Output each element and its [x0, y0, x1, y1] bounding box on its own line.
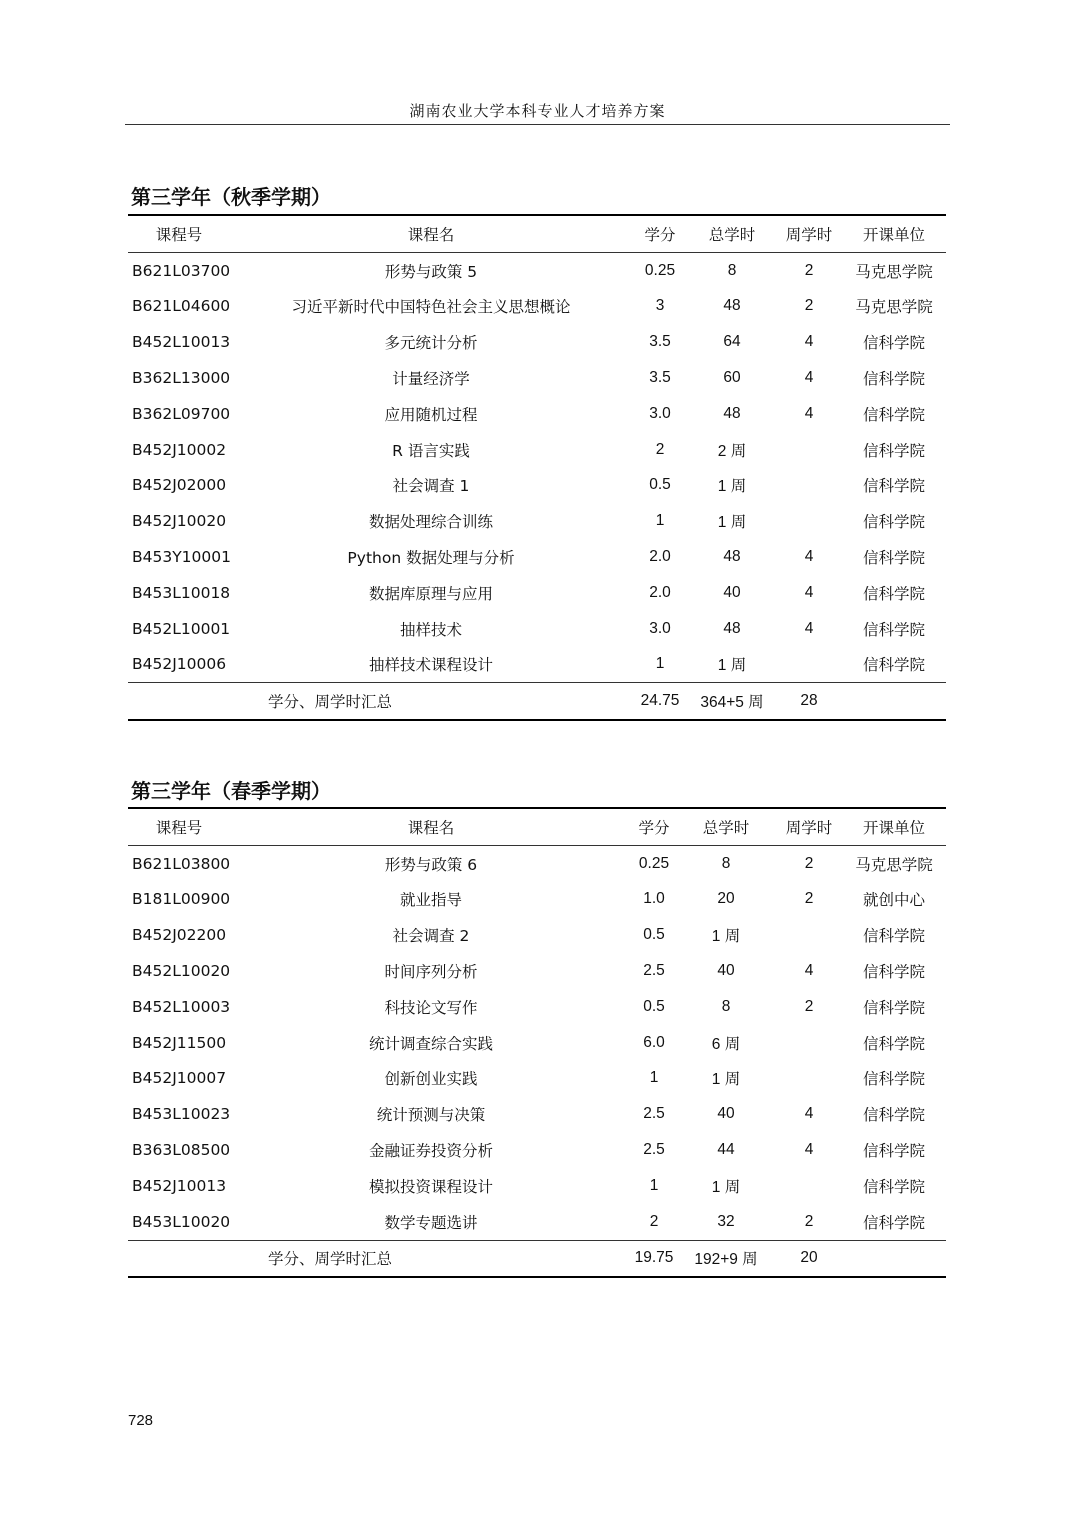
course-name: 习近平新时代中国特色社会主义思想概论: [291, 298, 571, 317]
course-weekly-hours: [776, 1025, 842, 1061]
course-total-hours: 64: [723, 333, 741, 351]
course-name: 社会调查 1: [392, 477, 470, 496]
course-credits: 0.5: [643, 997, 665, 1015]
course-code: B452L10013: [132, 333, 231, 352]
table-row: [128, 647, 946, 683]
table-row: [128, 468, 946, 504]
table-row: [128, 539, 946, 575]
course-credits: 1: [649, 1176, 659, 1194]
course-name: 多元统计分析: [384, 334, 478, 353]
course-code: B621L03800: [132, 854, 231, 873]
table-row: [128, 882, 946, 918]
course-credits: 6.0: [643, 1033, 665, 1051]
course-weekly-hours: [776, 1168, 842, 1204]
course-credits: 2.5: [643, 1141, 665, 1159]
course-department: 信科学院: [862, 477, 925, 496]
course-name: 抽样技术课程设计: [368, 656, 493, 675]
course-department: 信科学院: [862, 927, 925, 946]
course-name: 模拟投资课程设计: [368, 1177, 493, 1196]
course-department: 信科学院: [862, 370, 925, 389]
course-department: 就创中心: [862, 891, 925, 910]
course-name: 创新创业实践: [384, 1070, 478, 1089]
course-credits: 0.25: [638, 854, 670, 872]
table-row: [128, 953, 946, 989]
course-credits: 1.0: [643, 890, 665, 908]
course-name: 数据处理综合训练: [368, 513, 493, 532]
course-total-hours: 44: [717, 1141, 735, 1159]
course-weekly-hours: 4: [804, 333, 814, 351]
course-total-hours: 48: [723, 404, 741, 422]
course-department: 信科学院: [862, 334, 925, 353]
course-code: B181L00900: [132, 890, 231, 909]
course-department: 信科学院: [862, 584, 925, 603]
spring-total-row: [128, 1240, 946, 1277]
course-name: 计量经济学: [392, 370, 470, 389]
course-weekly-hours: 2: [804, 1212, 814, 1230]
course-total-hours: 1 周: [711, 1178, 741, 1196]
course-total-hours: 1 周: [717, 478, 747, 496]
table-row: [128, 1096, 946, 1132]
spring-course-table: [128, 807, 946, 1278]
course-credits: 0.5: [643, 926, 665, 944]
course-code: B452L10001: [132, 619, 231, 638]
course-name: 社会调查 2: [392, 927, 470, 946]
course-credits: 2.0: [649, 583, 671, 601]
course-total-hours: 40: [717, 1105, 735, 1123]
course-code: B452J10006: [132, 655, 227, 674]
column-header-weekly-hours: 周学时: [776, 808, 842, 845]
course-department: 信科学院: [862, 405, 925, 424]
course-department: 马克思学院: [855, 855, 933, 874]
course-department: 信科学院: [862, 1177, 925, 1196]
course-total-hours: 32: [717, 1212, 735, 1230]
course-weekly-hours: [776, 503, 842, 539]
spring-rows: [128, 845, 946, 1240]
course-name: 统计预测与决策: [376, 1106, 486, 1125]
course-code: B621L03700: [132, 261, 231, 280]
column-header-total-hours: 总学时: [688, 215, 776, 252]
course-credits: 2.5: [643, 962, 665, 980]
course-department: 信科学院: [862, 441, 925, 460]
course-code: B452J10013: [132, 1176, 227, 1195]
course-department: 马克思学院: [855, 298, 933, 317]
course-weekly-hours: 2: [804, 997, 814, 1015]
table-row: [128, 611, 946, 647]
course-weekly-hours: 2: [804, 854, 814, 872]
table-row: [128, 1025, 946, 1061]
course-credits: 0.5: [649, 476, 671, 494]
course-code: B452J10002: [132, 440, 227, 459]
course-total-hours: 40: [717, 962, 735, 980]
table-header-row: [128, 808, 946, 845]
course-name: 抽样技术: [399, 620, 462, 639]
course-total-hours: 1 周: [717, 514, 747, 532]
column-header-code: 课程号: [128, 808, 230, 845]
course-credits: 0.25: [644, 261, 676, 279]
column-header-name: 课程名: [230, 808, 632, 845]
course-weekly-hours: 4: [804, 369, 814, 387]
course-code: B453L10020: [132, 1212, 231, 1231]
course-total-hours: 48: [723, 548, 741, 566]
course-total-hours: 48: [723, 297, 741, 315]
course-name: 数据库原理与应用: [368, 584, 493, 603]
course-department: 信科学院: [862, 1142, 925, 1161]
course-weekly-hours: [776, 432, 842, 468]
table-row: [128, 289, 946, 325]
course-code: B452J10020: [132, 512, 227, 531]
course-name: 科技论文写作: [384, 998, 478, 1017]
course-code: B621L04600: [132, 297, 231, 316]
page-number: 728: [128, 1412, 154, 1429]
course-credits: 3.0: [649, 619, 671, 637]
course-weekly-hours: [776, 647, 842, 683]
course-code: B452J10007: [132, 1069, 227, 1088]
course-credits: 1: [655, 655, 665, 673]
course-total-hours: 40: [723, 583, 741, 601]
total-weekly-hours: 28: [776, 683, 842, 720]
course-department: 信科学院: [862, 1213, 925, 1232]
course-weekly-hours: 4: [804, 404, 814, 422]
table-row: [128, 1132, 946, 1168]
total-label: 学分、周学时汇总: [128, 683, 632, 720]
total-label: 学分、周学时汇总: [128, 1240, 632, 1277]
course-department: 信科学院: [862, 998, 925, 1017]
autumn-section-title: 第三学年（秋季学期）: [131, 185, 331, 209]
table-row: [128, 1061, 946, 1097]
course-credits: 1: [655, 512, 665, 530]
total-department: [842, 1240, 946, 1277]
course-department: 马克思学院: [855, 262, 933, 281]
course-weekly-hours: 2: [804, 261, 814, 279]
course-code: B452J02000: [132, 476, 227, 495]
column-header-credits: 学分: [632, 215, 688, 252]
total-credits: 19.75: [632, 1240, 676, 1277]
table-row: [128, 503, 946, 539]
course-total-hours: 8: [721, 997, 731, 1015]
course-total-hours: 6 周: [711, 1035, 741, 1053]
column-header-weekly-hours: 周学时: [776, 215, 842, 252]
course-department: 信科学院: [862, 620, 925, 639]
course-name: 时间序列分析: [384, 963, 478, 982]
course-code: B362L13000: [132, 369, 231, 388]
table-row: [128, 917, 946, 953]
course-total-hours: 60: [723, 369, 741, 387]
autumn-rows: [128, 252, 946, 683]
course-name: 数学专题选讲: [384, 1213, 478, 1232]
course-weekly-hours: 2: [804, 297, 814, 315]
course-total-hours: 2 周: [717, 442, 747, 460]
table-row: [128, 575, 946, 611]
course-weekly-hours: 2: [804, 890, 814, 908]
course-weekly-hours: [776, 1061, 842, 1097]
column-header-code: 课程号: [128, 215, 230, 252]
running-header: 湖南农业大学本科专业人才培养方案: [125, 100, 950, 125]
course-department: 信科学院: [862, 513, 925, 532]
course-code: B453L10018: [132, 583, 231, 602]
table-row: [128, 324, 946, 360]
table-row: [128, 252, 946, 288]
course-code: B363L08500: [132, 1141, 231, 1160]
table-row: [128, 1204, 946, 1240]
course-credits: 1: [649, 1069, 659, 1087]
autumn-total-row: [128, 683, 946, 720]
total-hours: 364+5 周: [688, 683, 776, 720]
column-header-department: 开课单位: [842, 808, 946, 845]
total-department: [842, 683, 946, 720]
course-weekly-hours: 4: [804, 1105, 814, 1123]
course-credits: 3.0: [649, 404, 671, 422]
course-credits: 2: [655, 440, 665, 458]
course-weekly-hours: [776, 917, 842, 953]
course-weekly-hours: 4: [804, 1141, 814, 1159]
course-department: 信科学院: [862, 549, 925, 568]
table-header-row: [128, 215, 946, 252]
course-name: Python 数据处理与分析: [347, 549, 515, 568]
course-credits: 3: [655, 297, 665, 315]
course-code: B453Y10001: [132, 548, 231, 567]
table-row: [128, 845, 946, 881]
course-name: 金融证券投资分析: [368, 1142, 493, 1161]
course-credits: 3.5: [649, 333, 671, 351]
course-name: 就业指导: [399, 891, 462, 910]
course-credits: 2: [649, 1212, 659, 1230]
column-header-total-hours: 总学时: [676, 808, 776, 845]
course-code: B452J02200: [132, 926, 227, 945]
course-weekly-hours: 4: [804, 583, 814, 601]
course-department: 信科学院: [862, 1070, 925, 1089]
course-weekly-hours: 4: [804, 962, 814, 980]
column-header-department: 开课单位: [842, 215, 946, 252]
course-total-hours: 1 周: [717, 657, 747, 675]
course-total-hours: 1 周: [711, 928, 741, 946]
course-department: 信科学院: [862, 963, 925, 982]
spring-section-title: 第三学年（春季学期）: [131, 779, 331, 803]
course-credits: 2.0: [649, 548, 671, 566]
course-total-hours: 8: [727, 261, 737, 279]
column-header-credits: 学分: [632, 808, 676, 845]
course-code: B452J11500: [132, 1033, 227, 1052]
course-code: B453L10023: [132, 1105, 231, 1124]
table-row: [128, 1168, 946, 1204]
course-name: 形势与政策 5: [384, 262, 478, 281]
course-code: B452L10003: [132, 997, 231, 1016]
course-weekly-hours: 4: [804, 619, 814, 637]
course-code: B362L09700: [132, 404, 231, 423]
course-credits: 2.5: [643, 1105, 665, 1123]
course-weekly-hours: [776, 468, 842, 504]
course-total-hours: 1 周: [711, 1071, 741, 1089]
course-weekly-hours: 4: [804, 548, 814, 566]
course-total-hours: 20: [717, 890, 735, 908]
course-department: 信科学院: [862, 1034, 925, 1053]
autumn-course-table: [128, 214, 946, 721]
total-weekly-hours: 20: [776, 1240, 842, 1277]
course-code: B452L10020: [132, 962, 231, 981]
total-hours: 192+9 周: [676, 1240, 776, 1277]
course-name: 形势与政策 6: [384, 855, 478, 874]
table-row: [128, 989, 946, 1025]
course-total-hours: 8: [721, 854, 731, 872]
total-credits: 24.75: [632, 683, 688, 720]
column-header-name: 课程名: [230, 215, 632, 252]
course-name: R 语言实践: [392, 441, 470, 460]
course-name: 应用随机过程: [384, 405, 478, 424]
course-total-hours: 48: [723, 619, 741, 637]
course-name: 统计调查综合实践: [368, 1034, 493, 1053]
course-credits: 3.5: [649, 369, 671, 387]
table-row: [128, 360, 946, 396]
table-row: [128, 396, 946, 432]
table-row: [128, 432, 946, 468]
course-department: 信科学院: [862, 656, 925, 675]
course-department: 信科学院: [862, 1106, 925, 1125]
